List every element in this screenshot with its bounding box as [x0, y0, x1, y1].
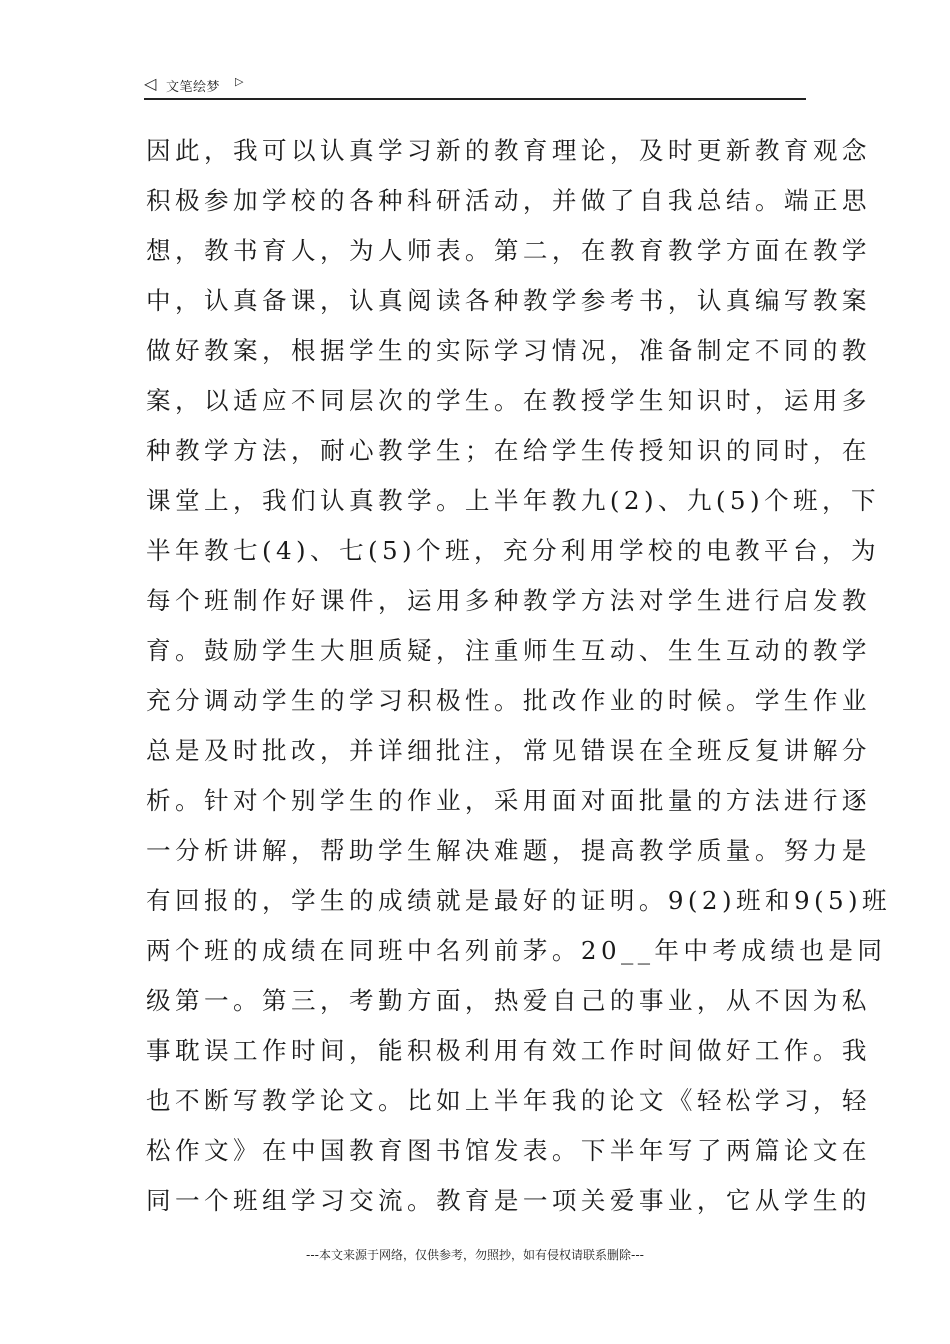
- body-line: 也不断写教学论文。比如上半年我的论文《轻松学习，轻: [146, 1086, 871, 1115]
- body-line: 一分析讲解，帮助学生解决难题，提高教学质量。努力是: [146, 836, 871, 865]
- body-line: 想，教书育人，为人师表。第二，在教育教学方面在教学: [146, 236, 871, 265]
- document-body: [146, 126, 892, 1226]
- body-line: 充分调动学生的学习积极性。批改作业的时候。学生作业: [146, 686, 871, 715]
- left-triangle-icon: ◁: [144, 74, 157, 93]
- body-line: 同一个班组学习交流。教育是一项关爱事业，它从学生的: [146, 1186, 871, 1215]
- body-line: 事耽误工作时间，能积极利用有效工作时间做好工作。我: [146, 1036, 871, 1065]
- body-line: 因此，我可以认真学习新的教育理论，及时更新教育观念: [146, 136, 871, 165]
- body-line: 总是及时批改，并详细批注，常见错误在全班反复讲解分: [146, 736, 871, 765]
- body-line: 半年教七(4)、七(5)个班，充分利用学校的电教平台，为: [146, 536, 880, 565]
- right-triangle-icon: ▷: [235, 75, 244, 88]
- body-line: 育。鼓励学生大胆质疑，注重师生互动、生生互动的教学: [146, 636, 871, 665]
- body-line: 有回报的，学生的成绩就是最好的证明。9(2)班和9(5)班: [146, 886, 892, 915]
- body-line: 做好教案，根据学生的实际学习情况，准备制定不同的教: [146, 336, 871, 365]
- body-line: 积极参加学校的各种科研活动，并做了自我总结。端正思: [146, 186, 871, 215]
- body-line: 析。针对个别学生的作业，采用面对面批量的方法进行逐: [146, 786, 871, 815]
- body-line: 中，认真备课，认真阅读各种教学参考书，认真编写教案: [146, 286, 871, 315]
- body-line: 种教学方法，耐心教学生；在给学生传授知识的同时，在: [146, 436, 871, 465]
- page-footer-disclaimer: ---本文来源于网络，仅供参考，勿照抄，如有侵权请联系删除---: [306, 1248, 644, 1262]
- body-line: 松作文》在中国教育图书馆发表。下半年写了两篇论文在: [146, 1136, 871, 1165]
- body-line: 每个班制作好课件，运用多种教学方法对学生进行启发教: [146, 586, 871, 615]
- page-header: [144, 72, 806, 100]
- body-line: 级第一。第三，考勤方面，热爱自己的事业，从不因为私: [146, 986, 871, 1015]
- body-line: 案，以适应不同层次的学生。在教授学生知识时，运用多: [146, 386, 871, 415]
- body-line: 两个班的成绩在同班中名列前茅。20__年中考成绩也是同: [146, 936, 887, 965]
- header-title: 文笔绘梦: [166, 80, 221, 95]
- body-line: 课堂上，我们认真教学。上半年教九(2)、九(5)个班，下: [146, 486, 880, 515]
